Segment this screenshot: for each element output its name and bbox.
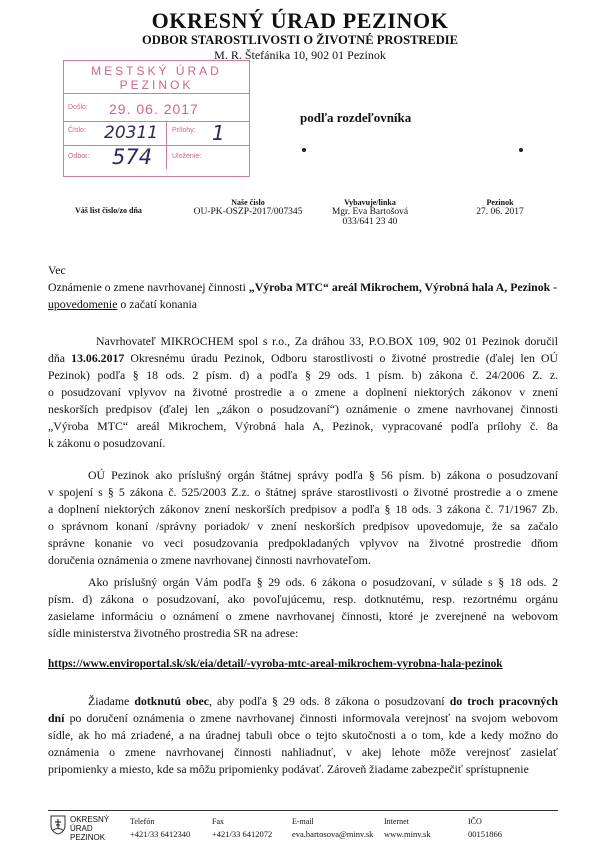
stamp-attachments-label: Prílohy: xyxy=(172,127,196,134)
footer-fax-label: Fax xyxy=(212,817,224,826)
stamp-number-label: Číslo: xyxy=(68,127,86,134)
our-ref-block xyxy=(183,198,313,217)
stamp-line1: MESTSKÝ ÚRAD xyxy=(91,64,222,78)
paragraph-line xyxy=(48,350,558,367)
paragraph-line xyxy=(48,693,558,710)
footer-internet-label: Internet xyxy=(384,817,409,826)
footer-phone-label: Telefón xyxy=(130,817,155,826)
text-run: po doručení oznámenia o zmene navrhovanej činnosti informovala verejnosť na svojom webovom xyxy=(64,711,558,725)
footer-org xyxy=(70,815,109,842)
handler-phone: 033/641 23 40 xyxy=(342,217,398,227)
subject-text xyxy=(48,279,558,313)
paragraph-line xyxy=(48,435,558,452)
text-run: zasielame informáciu o oznámení o zmene navrhovanej činnosti, ktoré je zverejnené na webovom xyxy=(48,609,558,623)
department-name: ODBOR STAROSTLIVOSTI O ŽIVOTNÉ PROSTREDIE xyxy=(141,33,458,47)
bold-phrase: do troch pracovných xyxy=(449,694,559,708)
footer-fax xyxy=(212,816,272,840)
footer-org-line2: ÚRAD xyxy=(70,824,93,833)
text-run: Ako príslušný orgán Vám podľa § 29 ods. 6 zákona o posudzovaní, v súlade s § 18 ods. 2 xyxy=(88,575,558,589)
paragraph-line xyxy=(48,384,558,401)
stamp-heading xyxy=(64,61,249,94)
paragraph-line xyxy=(48,761,558,778)
text-run: o správnom konaní /správny poriadok/ v znení neskorších predpisov upovedomuje, že sa začalo xyxy=(48,519,558,533)
footer-ico xyxy=(468,816,502,840)
place-label: Pezinok xyxy=(486,198,514,207)
footer-phone-value: +421/33 6412340 xyxy=(130,829,191,839)
address-window-mark xyxy=(519,148,523,152)
stamp-row-dept xyxy=(64,145,249,175)
text-run: v spojení s § 5 zákona č. 525/2003 Z.z. o štátnej správe starostlivosti o životné prostredie a o zmene xyxy=(48,485,558,499)
text-run: o posudzovaní vplyvov na životné prostredie a o zmene a doplnení niektorých zákonov v znení xyxy=(48,385,558,399)
paragraph-submission xyxy=(48,333,558,452)
subject-suffix: o začatí konania xyxy=(117,297,198,311)
stamp-handwritten-dept: 574 xyxy=(112,145,153,169)
text-run: „Výroba MTC“ areál Mikrochem, Výrobná hala A, Pezinok, vypracované podľa prílohy č. 8a xyxy=(48,419,558,433)
place-date-block xyxy=(465,198,535,217)
our-ref-number: OU-PK-OSZP-2017/007345 xyxy=(193,207,303,217)
letter-date: 27. 06. 2017 xyxy=(476,207,524,217)
stamp-storage-label: Uloženie: xyxy=(172,153,202,160)
paragraph-line xyxy=(48,333,558,350)
subject-project-name: „Výroba MTC“ areál Mikrochem, Výrobná hala A, Pezinok - xyxy=(248,280,558,294)
text-run: sídle, ak ho má zriadené, a na úradnej tabuli obce o tejto skutočnosti a o tom, kde a kedy možno do xyxy=(48,728,558,742)
text-run: OÚ Pezinok ako príslušný orgán štátnej správy podľa § 56 písm. b) zákona o posudzovaní xyxy=(88,468,558,482)
stamp-row-received xyxy=(64,95,249,122)
paragraph-line xyxy=(48,552,558,569)
text-run: Navrhovateľ MIKROCHEM spol s r.o., Za dráhou 33, P.O.BOX 109, 902 01 Pezinok doručil xyxy=(96,334,558,348)
paragraph-proceedings xyxy=(48,467,558,569)
footer-internet xyxy=(384,816,431,840)
paragraph-line xyxy=(48,608,558,625)
coat-of-arms-icon xyxy=(50,815,66,835)
paragraph-line xyxy=(48,401,558,418)
text-run: pripomienky a miesto, kde sa môžu pripomienky podávať. Zároveň žiadame zabezpečiť sprístupnenie xyxy=(48,762,529,776)
stamp-received-label: Došlo: xyxy=(68,104,88,111)
footer-phone xyxy=(130,816,190,840)
subject-notification-word: upovedomenie xyxy=(48,297,118,311)
paragraph-line xyxy=(48,591,558,608)
paragraph-line xyxy=(48,574,558,591)
bold-phrase: dotknutú obec xyxy=(134,694,209,708)
text-run: k zákonu o posudzovaní. xyxy=(48,436,166,450)
stamp-handwritten-attachments: 1 xyxy=(212,121,225,145)
stamp-received-date: 29. 06. 2017 xyxy=(109,101,199,117)
paragraph-line xyxy=(48,625,558,642)
text-run: Okresnému úradu Pezinok, Odboru starostlivosti o životné prostredie (ďalej len OÚ xyxy=(124,351,559,365)
paragraph-line xyxy=(48,418,558,435)
your-letter-label: Váš list číslo/zo dňa xyxy=(75,206,142,215)
registry-stamp xyxy=(63,60,250,177)
handler-label: Vybavuje/linka xyxy=(344,198,396,207)
footer-fax-value: +421/33 6412072 xyxy=(212,829,273,839)
bold-phrase: dní xyxy=(48,711,65,725)
recipient: podľa rozdeľovníka xyxy=(300,110,412,125)
footer-ico-value: 00151866 xyxy=(468,829,502,839)
footer-internet-value[interactable]: www.minv.sk xyxy=(384,829,431,839)
text-run: správne konanie vo veci posudzovania predpokladaných vplyvov na životné prostredie dňom xyxy=(48,536,558,550)
paragraph-line xyxy=(48,535,558,552)
paragraph-line xyxy=(48,744,558,761)
subject-label: Vec xyxy=(48,263,66,277)
office-title: OKRESNÝ ÚRAD PEZINOK xyxy=(151,8,449,33)
handler-name: Mgr. Eva Bartošová xyxy=(331,207,409,217)
address-window-mark xyxy=(302,148,306,152)
paragraph-line xyxy=(48,710,558,727)
stamp-line2: PEZINOK xyxy=(119,78,194,92)
paragraph-line xyxy=(48,484,558,501)
paragraph-request xyxy=(48,693,558,778)
subject-prefix: Oznámenie o zmene navrhovanej činnosti xyxy=(48,280,249,294)
footer-email xyxy=(292,816,374,840)
stamp-handwritten-number: 20311 xyxy=(104,123,159,143)
footer-ico-label: IČO xyxy=(468,817,482,826)
paragraph-line xyxy=(48,518,558,535)
text-run: písm. d) zákona o posudzovaní, ako povoľujúcemu, resp. dotknutému, resp. rezortnému orgánu xyxy=(48,592,558,606)
paragraph-line xyxy=(48,367,558,384)
footer-email-label: E-mail xyxy=(292,817,314,826)
text-run: dňa xyxy=(48,351,72,365)
paragraph-line xyxy=(48,467,558,484)
our-ref-label: Naše číslo xyxy=(231,198,265,207)
paragraph-line xyxy=(48,501,558,518)
footer-org-line1: OKRESNÝ xyxy=(70,815,110,824)
footer-divider xyxy=(48,810,558,811)
enviroportal-link[interactable]: https://www.enviroportal.sk/sk/eia/detail/-vyroba-mtc-areal-mikrochem-vyrobna-hala-pezinok xyxy=(48,658,503,670)
text-run: sídle ministerstva životného prostredia SR na adrese: xyxy=(48,626,299,640)
stamp-dept-label: Odbor: xyxy=(68,153,90,160)
text-run: Žiadame xyxy=(88,694,135,708)
text-run: doručenia oznámenia o zmene navrhovanej činnosti navrhovateľom. xyxy=(48,553,371,567)
paragraph-line xyxy=(48,727,558,744)
text-run: oznámenia o zmene navrhovanej činnosti nahliadnuť, v akej lehote môže verejnosť zasielať xyxy=(48,745,558,759)
office-address: M. R. Štefánika 10, 902 01 Pezinok xyxy=(214,48,386,62)
bold-phrase: 13.06.2017 xyxy=(71,351,125,365)
text-run: neskorších predpisov (ďalej len „zákon o posudzovaní“) oznámenie o zmene navrhovanej činnosti xyxy=(48,402,558,416)
text-run: , aby podľa § 29 ods. 8 zákona o posudzovaní xyxy=(209,694,450,708)
text-run: Pezinok) podľa § 18 ods. 2 písm. d) a podľa § 29 ods. 1 písm. b) zákona č. 24/2006 Z. z. xyxy=(48,368,558,382)
footer-email-value[interactable]: eva.bartosova@minv.sk xyxy=(292,829,374,839)
paragraph-information xyxy=(48,574,558,642)
text-run: a doplnení niektorých zákonov znení neskorších predpisov a podľa § 18 ods. 3 zákona č. 71/1967 Zb. xyxy=(48,502,558,516)
handler-block xyxy=(320,198,420,227)
footer-org-line3: PEZINOK xyxy=(70,833,106,842)
